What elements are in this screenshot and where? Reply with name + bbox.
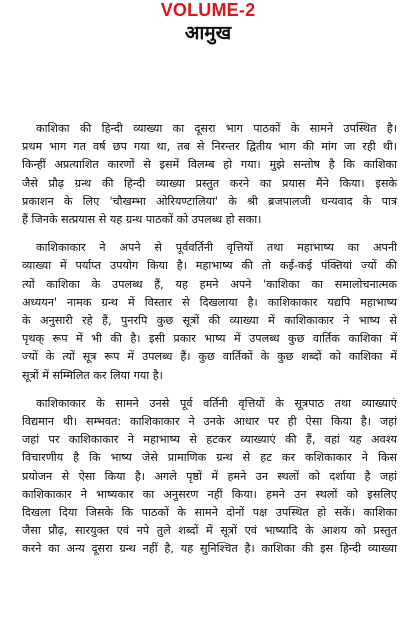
text-line: त्यों काशिका के उपलब्ध हैं, यह हमने अपने 'काशिका का समालोचनात्मक — [22, 277, 397, 291]
text-line: काशिका की हिन्दी व्याख्या का दूसरा भाग पाठकों के सामने उपस्थित है। — [36, 122, 397, 135]
text-line: सूत्रों में सम्मिलित कर लिया गया है। — [22, 368, 163, 382]
text-line: विद्यमान थी। सम्भवत: काशिकाकार ने उनके आधार पर ही ऐसा किया है। जहां — [22, 415, 397, 429]
paragraph-3 — [22, 395, 397, 559]
text-line: काशिकाकार ने अपने से पूर्ववर्तिनी वृत्तियों तथा महाभाष्य का अपनी — [36, 241, 397, 255]
paragraph-2 — [22, 239, 397, 385]
volume-label: VOLUME-2 — [160, 0, 256, 20]
text-line: जहां पर काशिकाकार ने महाभाष्य से हटकर व्याख्याएं की हैं, वहां यह अवश्य — [22, 433, 397, 447]
text-line: जैसा प्रौढ़, सारयुक्त एवं नपे तुले शब्दों में सूत्रों एवं भाष्यादि के आशय को प्रस्तुत — [22, 524, 397, 538]
text-line: व्याख्या में पर्याप्त उपयोग किया है। महाभाष्य की तो कई-कई पंक्तियां ज्यों की — [22, 259, 397, 273]
document-body — [22, 120, 397, 569]
text-line: ज्यों के त्यों सूत्र रूप में उपलब्ध हैं। कुछ वार्तिकों के कुछ शब्दों को काशिका में — [22, 350, 397, 364]
text-line: अध्ययन' नामक ग्रन्थ में विस्तार से दिखलाया है। काशिकाकार यद्यपि महाभाष्य — [22, 295, 397, 309]
text-line: पृथक् रूप में भी की है। इसी प्रकार भाष्य में उपलब्ध कुछ वार्तिक काशिका में — [22, 332, 397, 346]
page-title: आमुख — [184, 22, 232, 44]
text-line: काशिकाकार के सामने उनसे पूर्व वर्तिनी वृत्तियों के सूत्रपाठ तथा व्याख्याएं — [36, 396, 397, 410]
text-line: प्रयोजन से ऐसा किया है। अगले पृष्ठों में हमने उन स्थलों को दर्शाया है जहां — [22, 469, 397, 483]
text-line: किन्हीं अप्रत्याशित कारणों से इसमें विलम्ब हो गया। मुझे सन्तोष है कि काशिका — [22, 158, 397, 172]
text-line: प्रकाशन के लिए 'चौखम्भा ओरियण्टालिया' के श्री ब्रजपालजी धन्यवाद के पात्र — [22, 194, 397, 208]
text-line: विचारणीय है कि भाष्य जेसे प्रामाणिक ग्रन्थ से हट कर कशिकाकार ने किस — [22, 451, 397, 465]
text-line: करने का अन्य दूसरा ग्रन्थ नहीं है, यह सुनिश्चित है। काशिका की इस हिन्दी व्याख्या — [22, 542, 397, 556]
paragraph-1 — [22, 120, 397, 229]
text-line: दिखला दिया जिसके कि पाठकों के सामने दोनों पक्ष उपस्थित हो सकें। काशिका — [22, 506, 397, 520]
text-line: प्रथम भाग गत वर्ष छप गया था, तब से निरन्तर द्वितीय भाग की मांग जा रही थी। — [22, 140, 397, 154]
text-line: जैसे प्रौढ़ ग्रन्थ की हिन्दी व्याख्या प्रस्तुत करने का प्रयास मैंने किया। इसके — [22, 176, 397, 190]
text-line: काशिकाकार ने भाष्यकार का अनुसरण नहीं किया। हमने उन स्थलों को इसलिए — [22, 487, 397, 501]
text-line: के अनुसारी रहे हैं, पुनरपि कुछ सूत्रों की व्याख्या में काशिकाकार ने भाष्य से — [22, 314, 397, 328]
text-line: हैं जिनके सत्प्रयास से यह ग्रन्थ पाठकों को उपलब्ध हो सका। — [22, 213, 262, 227]
